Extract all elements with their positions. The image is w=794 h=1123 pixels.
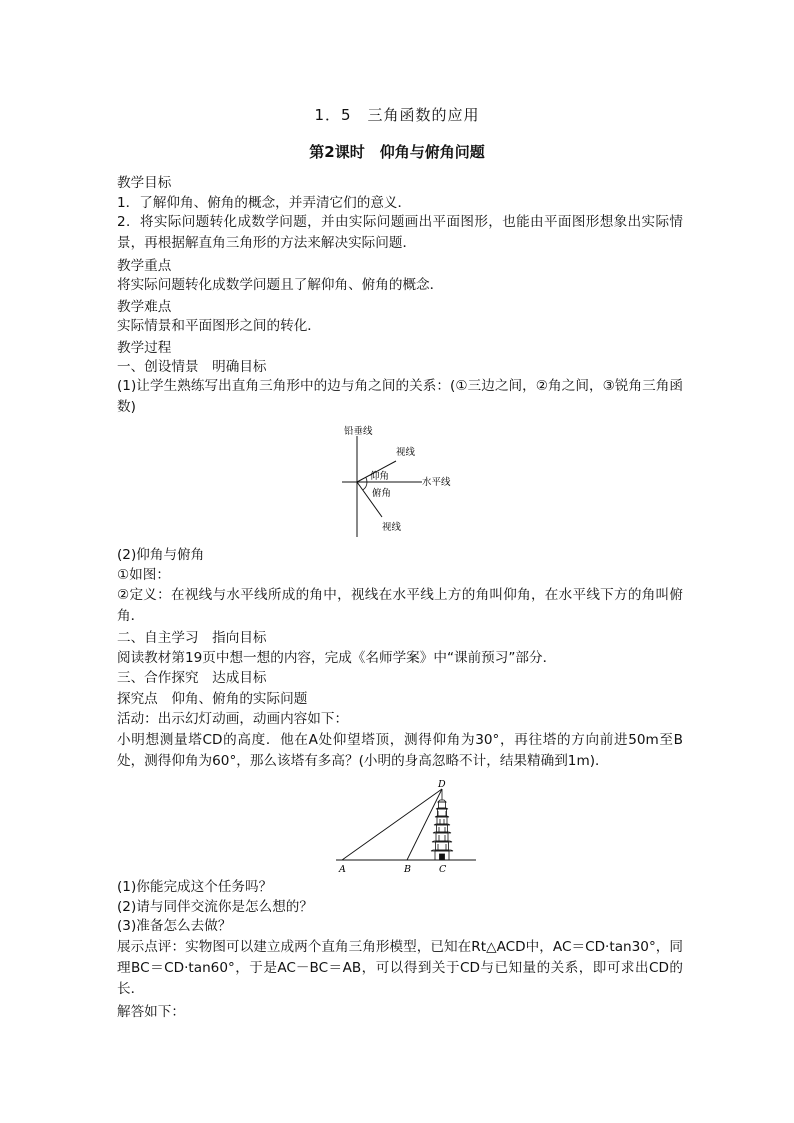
label-point-b: B (404, 864, 411, 875)
line-b-d (407, 789, 442, 860)
label-sight-up: 视线 (396, 447, 416, 458)
label-horizontal: 水平线 (422, 477, 451, 488)
goal-1: 1．了解仰角、俯角的概念，并弄清它们的意义． (117, 195, 412, 211)
elevation-arc (366, 477, 367, 482)
label-plumb-line: 铅垂线 (344, 426, 373, 437)
exploration-heading: 探究点 仰角、俯角的实际问题 (117, 691, 308, 707)
activity-text: 活动：出示幻灯动画，动画内容如下： (117, 711, 349, 727)
label-point-d: D (438, 779, 446, 790)
presentation-comment: 展示点评：实物图可以建立成两个直角三角形模型，已知在Rt△ACD中，AC＝CD·tan30°，同理BC＝CD·tan60°，于是AC－BC＝AB，可以得到关于CD与已知量的关系，即可求出CD的长． (117, 939, 683, 997)
label-depression: 俯角 (372, 488, 392, 499)
label-point-c: C (439, 864, 447, 875)
section-3-heading: 三、合作探究 达成目标 (117, 670, 267, 686)
section-2-text: 阅读教材第19页中想一想的内容，完成《名师学案》中“课前预习”部分． (117, 650, 557, 666)
heading-difficulties: 教学难点 (117, 299, 172, 315)
heading-teaching-goals: 教学目标 (117, 175, 172, 191)
heading-process: 教学过程 (117, 340, 172, 356)
difficulties-text: 实际情景和平面图形之间的转化． (117, 318, 321, 334)
question-1: (1)你能完成这个任务吗？ (117, 879, 273, 895)
item-2-heading: (2)仰角与俯角 (117, 547, 205, 563)
question-3: (3)准备怎么去做？ (117, 918, 232, 934)
label-sight-down: 视线 (382, 522, 402, 533)
item-2-definition: ②定义：在视线与水平线所成的角中，视线在水平线上方的角叫仰角，在水平线下方的角叫俯角． (117, 587, 683, 624)
elevation-depression-figure (330, 420, 465, 540)
lesson-subtitle: 第2课时 仰角与俯角问题 (309, 143, 485, 161)
label-point-a: A (339, 864, 346, 875)
depression-arc (363, 482, 367, 490)
heading-key-points: 教学重点 (117, 258, 172, 274)
key-points-text: 将实际问题转化成数学问题且了解仰角、俯角的概念． (117, 277, 444, 293)
pagoda-tower (431, 789, 453, 860)
tower-figure (330, 778, 480, 876)
tower-problem: 小明想测量塔CD的高度．他在A处仰望塔顶，测得仰角为30°，再往塔的方向前进50m至B处，测得仰角为60°，那么该塔有多高？(小明的身高忽略不计，结果精确到1m)． (117, 732, 683, 769)
line-a-d (342, 789, 442, 860)
solution-heading: 解答如下： (117, 1004, 185, 1020)
lesson-title: 1．5 三角函数的应用 (314, 106, 480, 124)
question-2: (2)请与同伴交流你是怎么想的？ (117, 899, 313, 915)
item-2-figure-ref: ①如图： (117, 567, 170, 583)
item-1-text: (1)让学生熟练写出直角三角形中的边与角之间的关系：(①三边之间，②角之间，③锐角三角函数) (117, 378, 683, 415)
label-elevation: 仰角 (370, 471, 390, 482)
section-2-heading: 二、自主学习 指向目标 (117, 630, 267, 646)
section-1-heading: 一、创设情景 明确目标 (117, 359, 267, 375)
goal-2: 2．将实际问题转化成数学问题，并由实际问题画出平面图形，也能由平面图形想象出实际情景，再根据解直角三角形的方法来解决实际问题． (117, 214, 683, 251)
